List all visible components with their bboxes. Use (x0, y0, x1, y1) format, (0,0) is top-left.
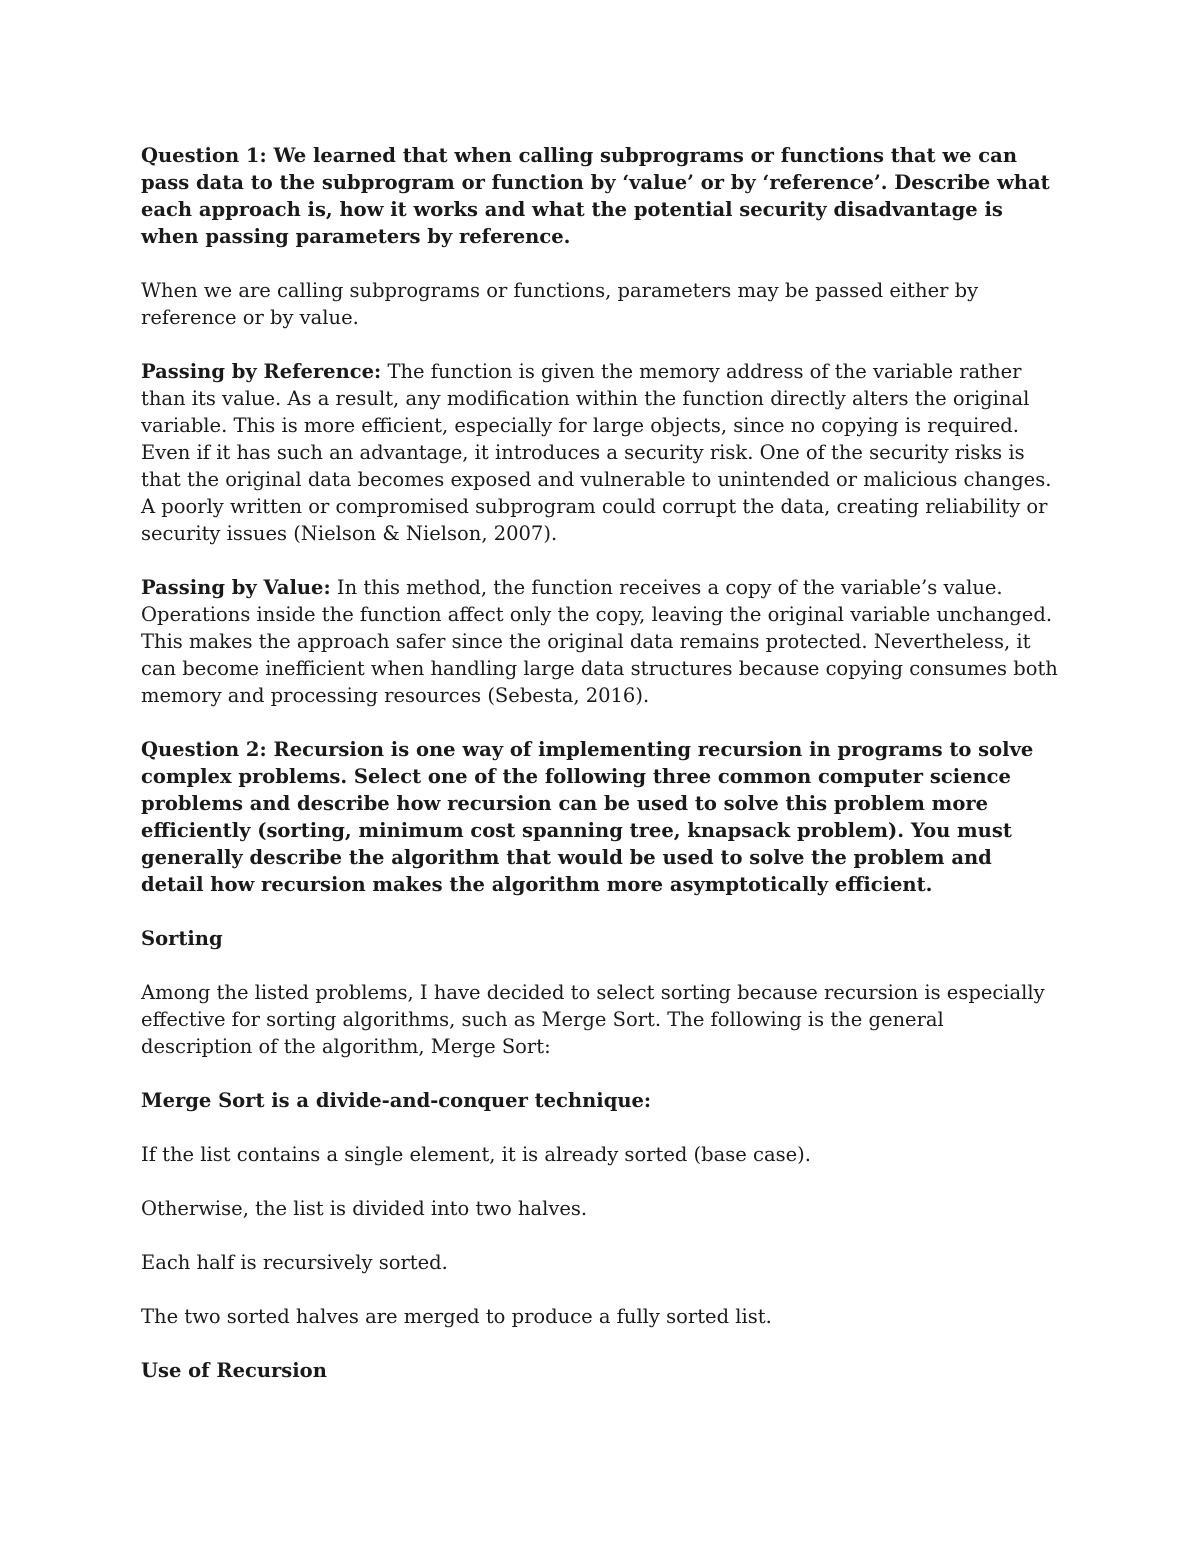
passing-by-reference-label: Passing by Reference: (141, 360, 382, 383)
sorting-intro: Among the listed problems, I have decided to select sorting because recursion is especially effective for sorting algorithms, such as Merge Sort. The following is the general description of the algorithm, Merge Sort: (141, 981, 1045, 1058)
merge-sort-step-1: If the list contains a single element, it is already sorted (base case). (141, 1143, 811, 1166)
question-2-prompt: Question 2: Recursion is one way of implementing recursion in programs to solve complex problems. Select one of the following three common computer science problems and describe how recursion can be used to solve this problem more efficiently (sorting, minimum cost spanning tree, knapsack problem). You must generally describe the algorithm that would be used to solve the problem and detail how recursion makes the algorithm more asymptotically efficient. (141, 738, 1034, 896)
passing-by-value-paragraph (141, 574, 1060, 709)
merge-sort-step-2: Otherwise, the list is divided into two halves. (141, 1197, 588, 1220)
use-of-recursion-heading: Use of Recursion (141, 1359, 327, 1382)
merge-sort-heading: Merge Sort is a divide-and-conquer technique: (141, 1089, 652, 1112)
passing-by-reference-text: The function is given the memory address of the variable rather than its value. As a result, any modification within the function directly alters the original variable. This is more efficient, especially for large objects, since no copying is required. Even if it has such an advantage, it introduces a security risk. One of the security risks is that the original data becomes exposed and vulnerable to unintended or malicious changes. A poorly written or compromised subprogram could corrupt the data, creating reliability or security issues (Nielson & Nielson, 2007). (141, 360, 1052, 545)
question-1-prompt: Question 1: We learned that when calling subprograms or functions that we can pass data to the subprogram or function by ‘value’ or by ‘reference’. Describe what each approach is, how it works and what the potential security disadvantage is when passing parameters by reference. (141, 144, 1050, 248)
merge-sort-step-4: The two sorted halves are merged to produce a fully sorted list. (141, 1305, 772, 1328)
passing-by-value-text: In this method, the function receives a copy of the variable’s value. Operations inside the function affect only the copy, leaving the original variable unchanged. This makes the approach safer since the original data remains protected. Nevertheless, it can become inefficient when handling large data structures because copying consumes both memory and processing resources (Sebesta, 2016). (141, 576, 1058, 707)
passing-by-reference-paragraph (141, 358, 1060, 547)
sorting-heading: Sorting (141, 927, 223, 950)
passing-by-value-label: Passing by Value: (141, 576, 331, 599)
merge-sort-step-3: Each half is recursively sorted. (141, 1251, 448, 1274)
question-1-intro: When we are calling subprograms or functions, parameters may be passed either by reference or by value. (141, 279, 979, 329)
